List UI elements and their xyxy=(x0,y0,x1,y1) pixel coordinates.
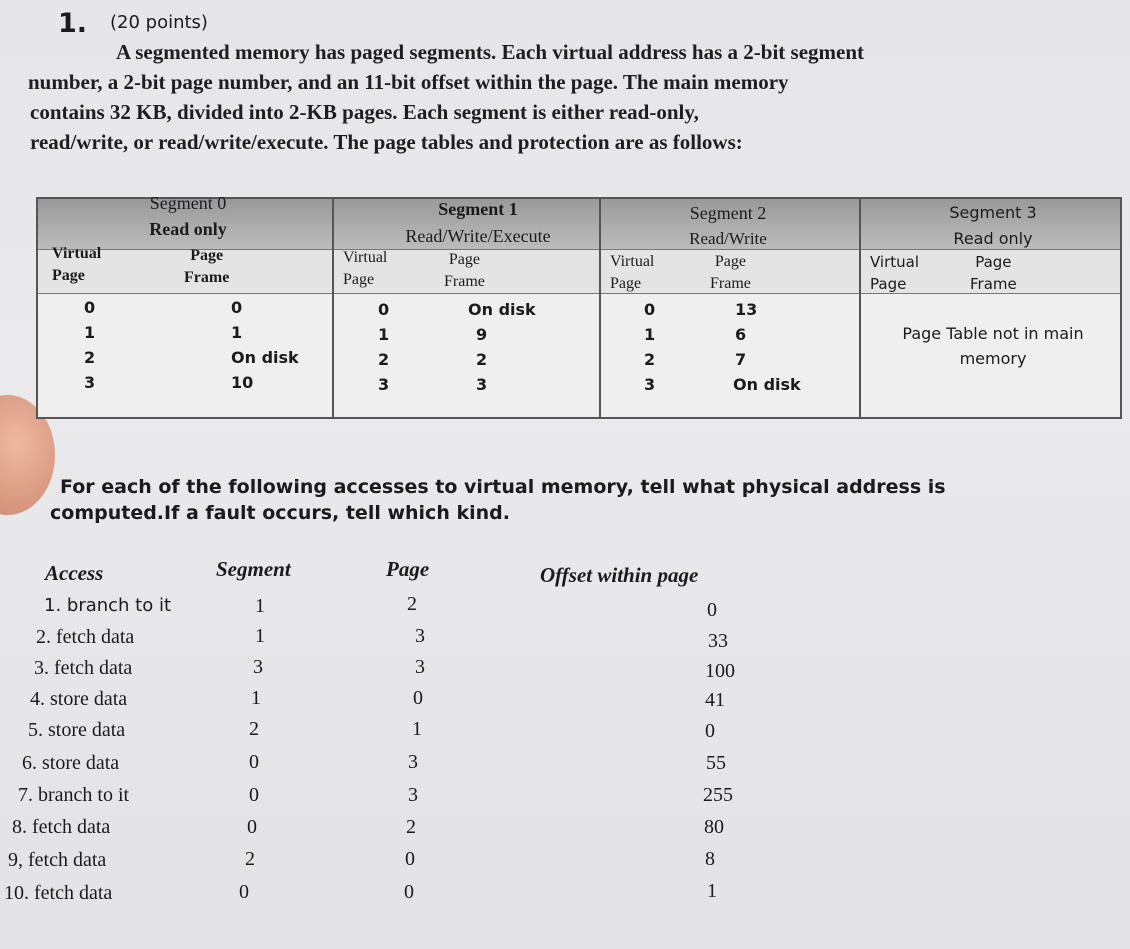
segment-title: Segment 3 xyxy=(949,203,1037,222)
segment-protection: Read only xyxy=(953,229,1033,248)
page-table-note: Page Table not in main memory xyxy=(902,324,1084,368)
question-number: 1. xyxy=(58,8,88,39)
page-frame-cell: 2 xyxy=(476,350,488,369)
segment-value: 0 xyxy=(249,751,259,773)
access-label: 10. fetch data xyxy=(4,882,113,904)
segment-value: 0 xyxy=(247,816,257,838)
page-value: 3 xyxy=(408,784,418,806)
page-value: 0 xyxy=(404,881,414,903)
page-frame-header: Page Frame xyxy=(710,253,751,292)
offset-value: 100 xyxy=(705,660,735,682)
segment-value: 0 xyxy=(239,881,249,903)
offset-value: 0 xyxy=(707,599,717,621)
page-frame-cell: 1 xyxy=(231,323,243,342)
virtual-page-cell: 2 xyxy=(84,348,96,367)
access-label: 7. branch to it xyxy=(18,784,130,806)
access-label: 3. fetch data xyxy=(34,657,133,679)
segment-title: Segment 0 xyxy=(149,193,227,213)
segment-protection: Read/Write xyxy=(689,229,767,248)
virtual-page-cell: 0 xyxy=(84,298,96,317)
problem-line-3: contains 32 KB, divided into 2-KB pages. Each segment is either read-only, xyxy=(30,100,699,124)
virtual-page-cell: 1 xyxy=(378,325,390,344)
access-label: 1. branch to it xyxy=(44,595,172,616)
segment-protection: Read/Write/Execute xyxy=(405,226,551,246)
access-label: 5. store data xyxy=(28,719,126,741)
segment-value: 2 xyxy=(249,718,259,740)
segment-value: 2 xyxy=(245,848,255,870)
page-value: 0 xyxy=(413,687,423,709)
page-frame-cell: 3 xyxy=(476,375,488,394)
table-divider xyxy=(859,199,861,417)
segment-protection: Read only xyxy=(149,219,227,239)
page-value: 0 xyxy=(405,848,415,870)
problem-line-1: A segmented memory has paged segments. Each virtual address has a 2-bit segment xyxy=(116,40,865,64)
segment-title: Segment 1 xyxy=(438,199,518,219)
page-frame-cell: 6 xyxy=(735,325,747,344)
instructions-line-1: For each of the following accesses to virtual memory, tell what physical address is xyxy=(60,476,946,498)
offset-value: 0 xyxy=(705,720,715,742)
virtual-page-cell: 3 xyxy=(644,375,656,394)
offset-value: 33 xyxy=(708,630,728,652)
virtual-page-cell: 0 xyxy=(644,300,656,319)
access-label: 4. store data xyxy=(30,688,128,710)
virtual-page-header: Virtual Page xyxy=(610,253,655,292)
page-value: 1 xyxy=(412,718,422,740)
page-frame-header: Page Frame xyxy=(184,247,230,286)
segment-value: 3 xyxy=(253,656,263,678)
page-frame-cell: 0 xyxy=(231,298,243,317)
page-frame-cell: 13 xyxy=(735,300,758,319)
offset-value: 55 xyxy=(706,752,726,774)
segment-header: Segment xyxy=(216,557,291,581)
page-value: 2 xyxy=(406,816,416,838)
problem-line-4: read/write, or read/write/execute. The page tables and protection are as follows: xyxy=(30,130,743,154)
page-value: 3 xyxy=(415,656,425,678)
segment-value: 1 xyxy=(251,687,261,709)
page-header: Page xyxy=(386,557,430,581)
offset-value: 1 xyxy=(707,880,717,902)
page-frame-cell: 7 xyxy=(735,350,747,369)
segment-value: 1 xyxy=(255,625,265,647)
page-value: 3 xyxy=(408,751,418,773)
virtual-page-cell: 3 xyxy=(84,373,96,392)
page-frame-cell: On disk xyxy=(231,348,299,367)
page-value: 2 xyxy=(407,593,417,615)
table-divider xyxy=(332,199,334,417)
problem-line-2: number, a 2-bit page number, and an 11-bit offset within the page. The main memory xyxy=(28,70,789,94)
access-label: 6. store data xyxy=(22,752,120,774)
table-divider xyxy=(599,199,601,417)
page-frame-cell: On disk xyxy=(468,300,536,319)
page-frame-header: Page Frame xyxy=(444,251,485,290)
offset-value: 8 xyxy=(705,848,715,870)
virtual-page-cell: 3 xyxy=(378,375,390,394)
virtual-page-header: Virtual Page xyxy=(870,253,920,293)
offset-header: Offset within page xyxy=(540,563,699,587)
offset-value: 255 xyxy=(703,784,733,806)
virtual-page-cell: 1 xyxy=(84,323,96,342)
segment-value: 1 xyxy=(255,595,265,617)
access-label: 8. fetch data xyxy=(12,816,111,838)
page-frame-header: Page Frame xyxy=(970,253,1017,293)
page-table xyxy=(36,193,1122,419)
offset-value: 80 xyxy=(704,816,724,838)
page-frame-cell: On disk xyxy=(733,375,801,394)
offset-value: 41 xyxy=(705,689,725,711)
access-label: 9, fetch data xyxy=(8,849,107,871)
virtual-page-cell: 2 xyxy=(378,350,390,369)
question-points: (20 points) xyxy=(110,12,208,33)
page-frame-cell: 9 xyxy=(476,325,488,344)
access-label: 2. fetch data xyxy=(36,626,135,648)
virtual-page-cell: 1 xyxy=(644,325,656,344)
virtual-page-cell: 0 xyxy=(378,300,390,319)
instructions-line-2: computed.If a fault occurs, tell which kind. xyxy=(50,502,510,524)
page-value: 3 xyxy=(415,625,425,647)
access-header: Access xyxy=(45,561,104,585)
virtual-page-cell: 2 xyxy=(644,350,656,369)
virtual-page-header: Virtual Page xyxy=(52,245,102,284)
page-frame-cell: 10 xyxy=(231,373,254,392)
segment-value: 0 xyxy=(249,784,259,806)
segment-title: Segment 2 xyxy=(689,203,767,223)
virtual-page-header: Virtual Page xyxy=(343,249,388,288)
